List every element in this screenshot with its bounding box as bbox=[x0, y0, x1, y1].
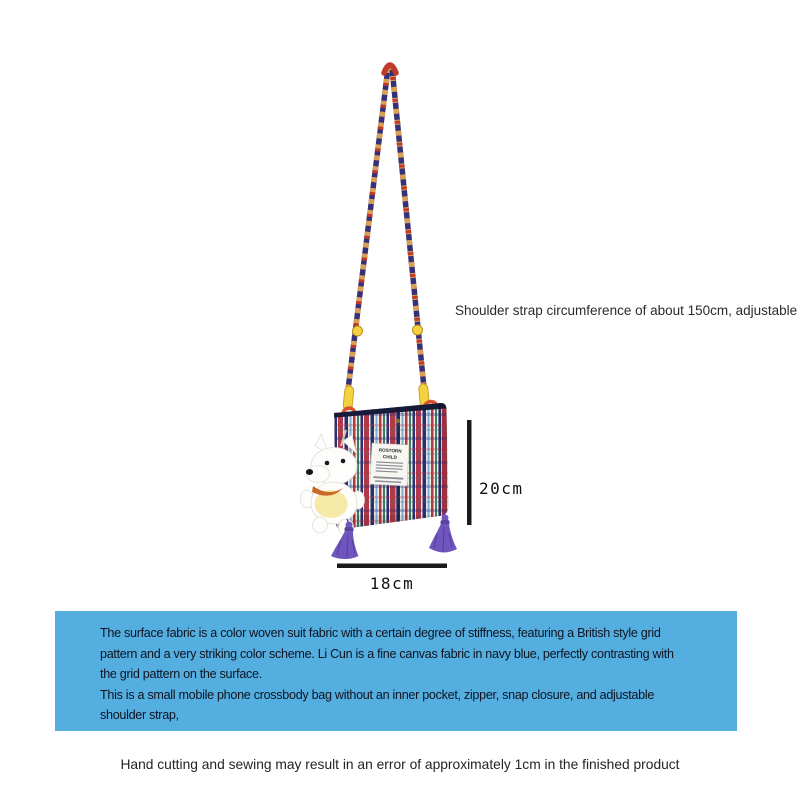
strap-note: Shoulder strap circumference of about 150cm, adjustable bbox=[455, 303, 798, 318]
tassel-right bbox=[429, 512, 457, 553]
description-line: The surface fabric is a color woven suit fabric with a certain degree of stiffness, featuring a British style grid bbox=[100, 626, 661, 640]
description-box bbox=[55, 611, 737, 731]
dog-eye-right bbox=[341, 459, 346, 464]
footer-note: Hand cutting and sewing may result in an error of approximately 1cm in the finished product bbox=[120, 757, 680, 772]
height-label: 20cm bbox=[479, 479, 524, 498]
height-measure-line bbox=[467, 420, 472, 525]
dog-eye-left bbox=[325, 461, 330, 466]
shoulder-strap bbox=[343, 65, 438, 420]
strap-bead-left bbox=[353, 326, 363, 336]
strap-bead-right bbox=[413, 325, 423, 335]
description-line: the grid pattern on the surface. bbox=[100, 667, 262, 682]
dog-nose bbox=[306, 469, 313, 475]
width-label: 18cm bbox=[369, 574, 415, 593]
drawstring-knot bbox=[396, 419, 400, 423]
bag-label-patch bbox=[370, 443, 409, 486]
dog-leg-left bbox=[313, 517, 328, 533]
description-line: pattern and a very striking color scheme. Li Cun is a fine canvas fabric in navy blue, perfectly contrasting with bbox=[100, 646, 674, 661]
width-measure-line bbox=[337, 564, 447, 569]
description-line: shoulder strap, bbox=[100, 708, 179, 723]
description-line: This is a small mobile phone crossbody bag without an inner pocket, zipper, snap closure, and adjustable bbox=[100, 687, 655, 702]
bag-label-line2: CHILD bbox=[382, 454, 398, 460]
bag-label-line1: ROSTORN bbox=[378, 447, 402, 454]
